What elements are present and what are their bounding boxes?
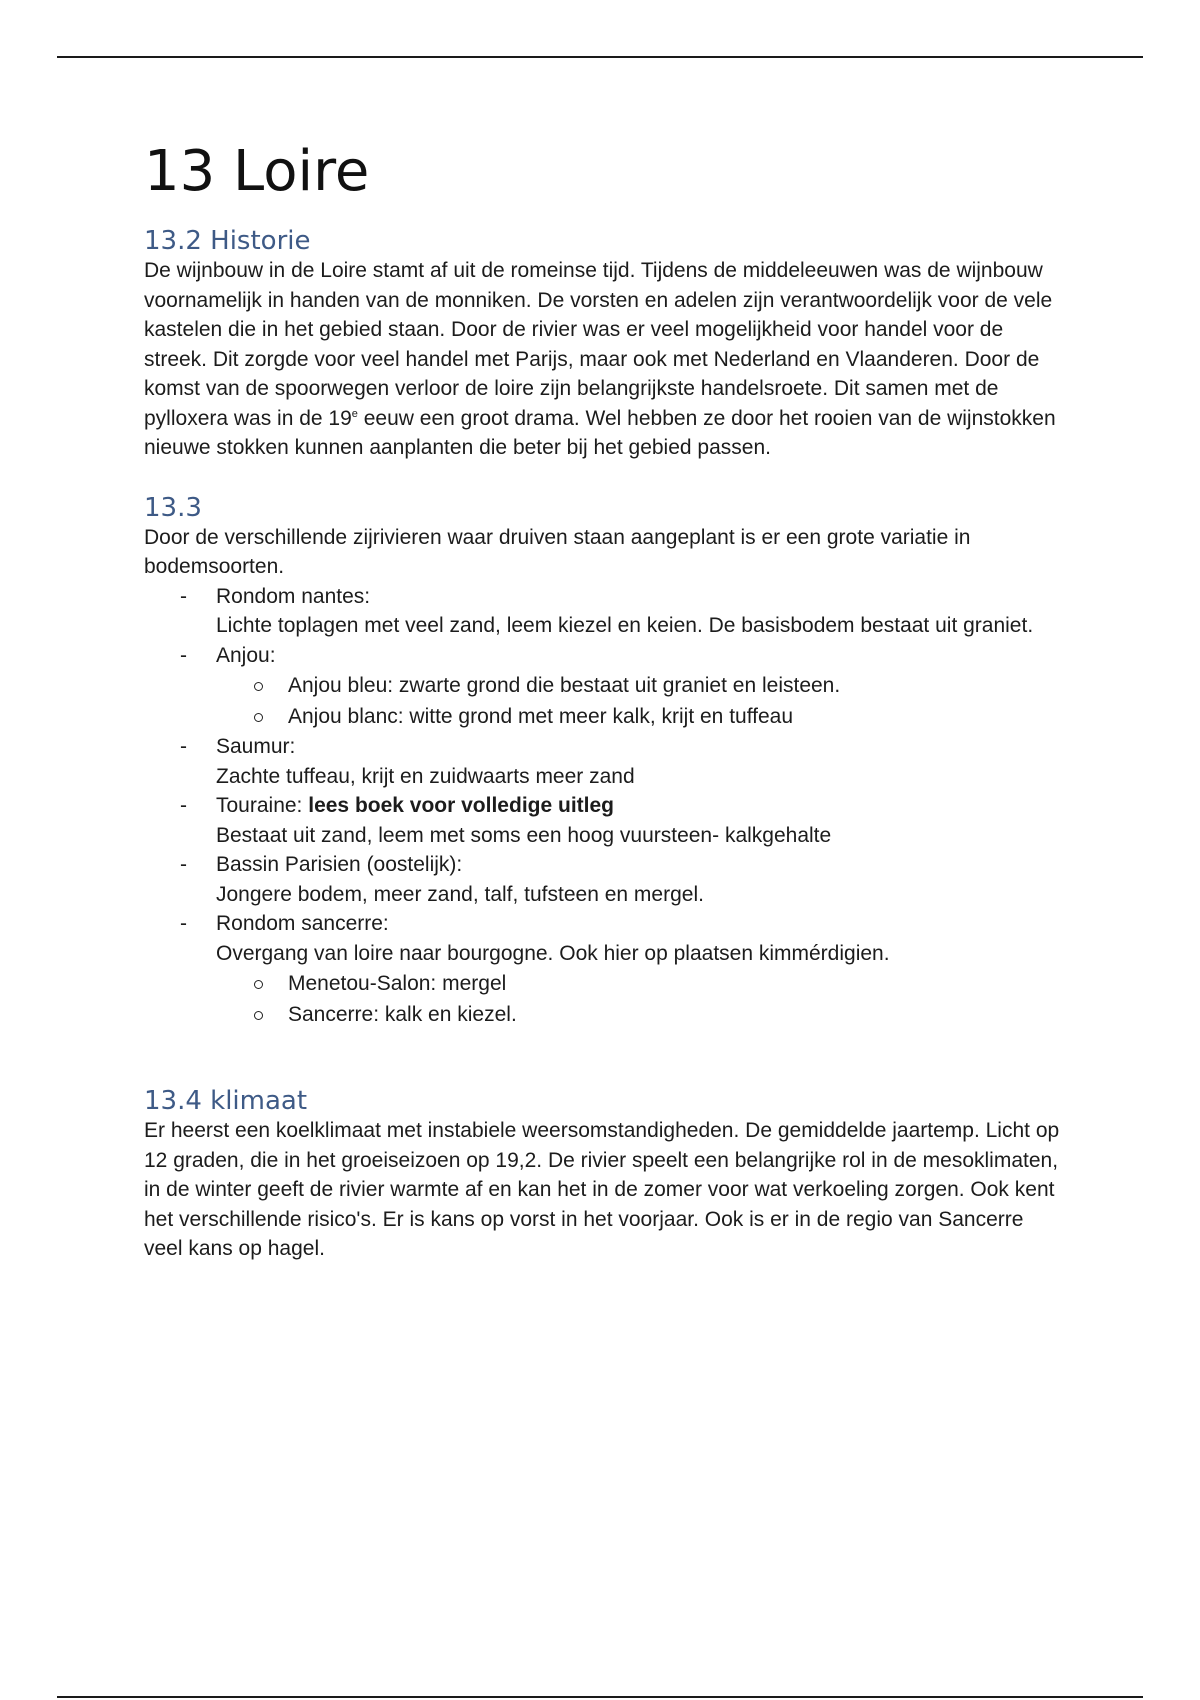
dash-bullet: - [180, 584, 187, 608]
section-heading: 13.2 Historie [144, 226, 311, 256]
paragraph-text: eeuw een groot drama. Wel hebben ze door het rooien van de wijnstokken nieuwe stokken kunnen aanplanten die beter bij het gebied passen. [144, 406, 1056, 459]
label-text: Touraine: [216, 794, 309, 817]
sublist-item [216, 701, 1064, 732]
bold-note: lees boek voor volledige uitleg [308, 794, 614, 817]
header-rule [57, 56, 1143, 58]
paragraph-text: De wijnbouw in de Loire stamt af uit de romeinse tijd. Tijdens de middeleeuwen was de wijnbouw voornamelijk in handen van de monniken. De vorsten en adelen zijn verantwoordelijk voor de vele kastelen die in het gebied staan. Door de rivier was er veel mogelijkheid voor handel voor de streek. Dit zorgde voor veel handel met Parijs, maar ook met Nederland en Vlaanderen. Door de komst van de spoorwegen verloor de loire zijn belangrijkste handelsroete. Dit samen met de pylloxera was in de 19 [144, 259, 1053, 430]
item-detail: Zachte tuffeau, krijt en zuidwaarts meer zand [216, 764, 635, 788]
sub-text: Anjou blanc: witte grond met meer kalk, krijt en tuffeau [288, 705, 794, 728]
sub-text: Menetou-Salon: mergel [288, 972, 507, 995]
page-title: 13 Loire [144, 139, 370, 204]
sub-text: Anjou bleu: zwarte grond die bestaat uit graniet en leisteen. [288, 674, 841, 697]
item-detail: Jongere bodem, meer zand, talf, tufsteen en mergel. [216, 882, 704, 906]
item-detail: Overgang van loire naar bourgogne. Ook hier op plaatsen kimmérdigien. [216, 941, 890, 965]
section-heading: 13.4 klimaat [144, 1086, 308, 1116]
item-label [216, 791, 1064, 821]
dash-bullet: - [180, 735, 187, 758]
section-klimaat [144, 1086, 1064, 1264]
circle-bullet-icon [254, 1011, 263, 1020]
list-item [144, 909, 1064, 968]
soil-list [144, 732, 1064, 968]
item-detail: Lichte toplagen met veel zand, leem kiezel en keien. De basisbodem bestaat uit graniet. [216, 614, 1034, 637]
item-label: Rondom sancerre: [216, 912, 389, 935]
sub-text: Sancerre: kalk en kiezel. [288, 1003, 517, 1026]
list-item [144, 791, 1064, 850]
item-label: Bassin Parisien (oostelijk): [216, 853, 463, 876]
sublist-item [216, 670, 1064, 701]
item-label: Anjou: [216, 643, 276, 667]
list-item [144, 732, 1064, 791]
item-label: Saumur: [216, 735, 296, 758]
section-heading: 13.3 [144, 492, 202, 523]
dash-bullet: - [180, 912, 187, 935]
footer-rule [57, 1696, 1143, 1698]
circle-bullet-icon [254, 682, 263, 691]
soil-list [144, 582, 1064, 671]
section-paragraph [144, 256, 1064, 463]
list-item [144, 641, 1064, 671]
list-item [144, 582, 1064, 641]
sublist [216, 968, 1064, 1030]
item-label: Rondom nantes: [216, 584, 371, 608]
circle-bullet-icon [254, 980, 263, 989]
dash-bullet: - [180, 643, 187, 667]
section-bodem [144, 493, 1064, 1031]
item-detail: Bestaat uit zand, leem met soms een hoog vuursteen- kalkgehalte [216, 823, 832, 847]
sublist [216, 670, 1064, 732]
circle-bullet-icon [254, 713, 263, 722]
superscript: e [351, 407, 358, 420]
dash-bullet: - [180, 794, 187, 817]
section-historie [144, 226, 1064, 463]
section-paragraph: Er heerst een koelklimaat met instabiele weersomstandigheden. De gemiddelde jaartemp. Licht op 12 graden, die in het groeiseizoen op 19,2. De rivier speelt een belangrijke rol in de mesoklimaten, in de winter geeft de rivier warmte af en kan het in de zomer voor wat verkoeling zorgen. Ook kent het verschillende risico's. Er is kans op vorst in het voorjaar. Ook is er in de regio van Sancerre veel kans op hagel. [144, 1119, 1060, 1260]
dash-bullet: - [180, 853, 187, 876]
sublist-item [216, 968, 1064, 999]
sublist-item [216, 999, 1064, 1030]
list-item [144, 850, 1064, 909]
document-body [144, 140, 1064, 1294]
section-intro: Door de verschillende zijrivieren waar druiven staan aangeplant is er een grote variatie in bodemsoorten. [144, 525, 971, 578]
